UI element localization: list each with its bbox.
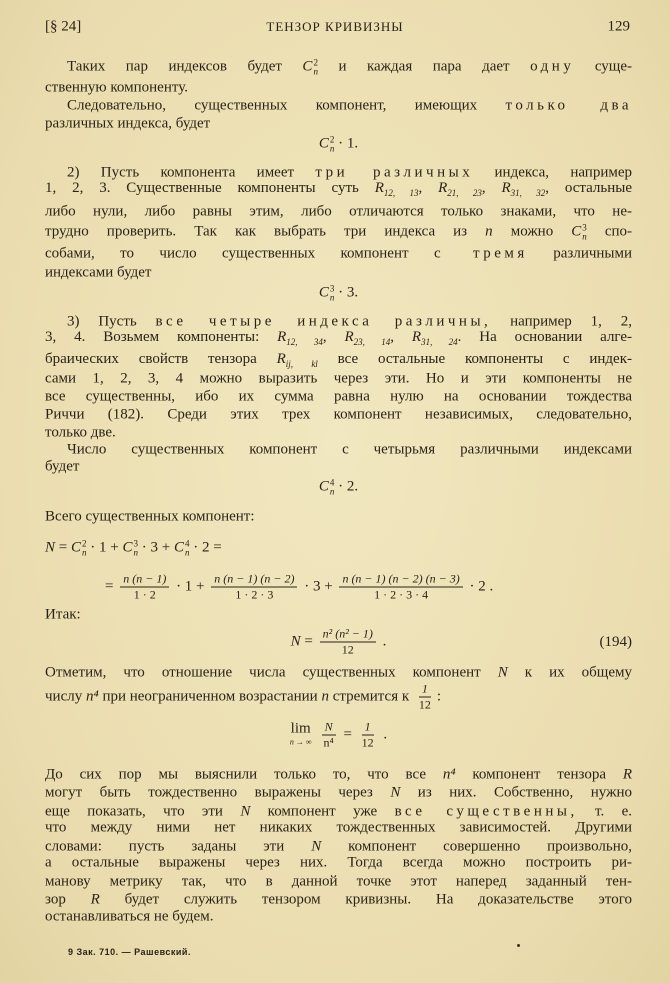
- chapter-title: ТЕНЗОР КРИВИЗНЫ: [266, 19, 404, 34]
- tensor-component: [438, 180, 482, 196]
- text-run: индексами будет: [45, 264, 152, 281]
- fraction: [211, 572, 297, 603]
- tensor-component: [375, 180, 419, 196]
- text-line: [45, 179, 632, 203]
- text-run: спо-: [586, 223, 633, 240]
- text-line: [45, 458, 632, 477]
- limit-label: lim: [290, 720, 311, 736]
- fraction-denominator: 12: [361, 735, 374, 750]
- text-run: Число существенных компонент с четырьмя различными индексами: [67, 441, 632, 458]
- fraction-numerator: n (n − 1) (n − 2): [211, 572, 297, 588]
- text-run: · 2 .: [465, 578, 494, 595]
- binomial-base: C: [571, 223, 582, 240]
- binomial-coefficient: [71, 540, 87, 556]
- text-run: Таких пар индексов будет: [67, 58, 303, 75]
- text-run: суще-: [574, 58, 632, 75]
- math-symbol: n⁴: [442, 766, 456, 783]
- fraction-numerator: 1: [362, 720, 374, 736]
- binomial-coefficient: [302, 59, 318, 75]
- text-run: · 3.: [334, 284, 359, 301]
- text-run: например 1, 2,: [491, 313, 632, 330]
- text-run: зор: [45, 891, 91, 908]
- text-run: ,: [481, 180, 502, 196]
- tensor-indices: ij, kl: [285, 359, 318, 369]
- binomial-coefficient: [319, 479, 335, 495]
- text-run: =: [105, 578, 118, 595]
- binomial-subscript: n: [582, 231, 587, 242]
- tensor-indices: 23, 14: [353, 337, 391, 347]
- fraction: [120, 572, 169, 603]
- fraction-denominator: 1 · 2: [133, 587, 156, 602]
- text-run: ,: [418, 180, 439, 196]
- text-line: [45, 203, 632, 222]
- limit-subscript: n → ∞: [289, 737, 312, 746]
- equation-number: (194): [599, 633, 632, 650]
- math-symbol: n: [485, 223, 493, 240]
- fraction-denominator: 12: [341, 642, 354, 657]
- text-run: манову метрику так, что в данной точке этот наперед заданный тен-: [45, 873, 632, 890]
- text-run: · 3 +: [300, 578, 337, 595]
- fraction-numerator: 1: [419, 682, 431, 698]
- tensor-base: R: [411, 329, 422, 345]
- math-symbol: n: [321, 688, 329, 705]
- tensor-indices: 21, 23: [447, 188, 482, 198]
- binomial-superscript: 3: [582, 222, 587, 233]
- text-run: различными: [527, 245, 633, 262]
- math-symbol: N: [390, 784, 401, 801]
- text-line: [45, 388, 632, 407]
- text-line: [45, 819, 632, 838]
- tensor-base: R: [277, 329, 287, 345]
- text-run: · 3 +: [137, 539, 174, 556]
- text-run: 3) Пусть: [67, 313, 156, 330]
- tensor-component: [277, 329, 323, 345]
- math-symbol: N: [290, 633, 301, 650]
- fraction: [339, 572, 462, 603]
- tensor-base: R: [438, 180, 448, 196]
- text-line: [45, 873, 632, 892]
- spaced-emphasis: с тремя: [433, 245, 528, 262]
- binomial-coefficient: [319, 285, 335, 301]
- text-run: 2) Пусть компонента имеет: [67, 164, 316, 181]
- text-run: компонент совершенно произвольно,: [321, 838, 632, 855]
- text-line: [45, 58, 632, 77]
- binomial-subscript: n: [184, 547, 190, 558]
- tensor-base: R: [276, 351, 286, 367]
- text-run: только две.: [45, 424, 116, 441]
- text-run: различных индекса, будет: [45, 115, 211, 132]
- text-run: Следовательно, существенных компонент, имеющих: [67, 97, 506, 114]
- text-run: .: [379, 726, 388, 743]
- fraction-denominator: n⁴: [323, 735, 334, 750]
- text-run: а остальные выражены через них. Тогда всегда можно построить ри-: [45, 854, 632, 871]
- text-run: к их общему: [507, 664, 632, 681]
- text-line: [45, 97, 632, 116]
- binomial-base: C: [173, 539, 184, 556]
- tensor-base: R: [501, 180, 511, 196]
- text-run: Итак:: [45, 606, 81, 623]
- text-run: =: [300, 633, 317, 650]
- tensor-base: R: [344, 329, 354, 345]
- fraction: [359, 720, 377, 751]
- text-line: [105, 572, 625, 603]
- text-line: [45, 135, 632, 154]
- text-run: · 1 +: [172, 578, 209, 595]
- binomial-subscript: n: [313, 66, 318, 77]
- spaced-emphasis: все четыре индекса различны,: [155, 313, 492, 330]
- binomial-superscript: 2: [82, 538, 87, 549]
- text-run: ,: [390, 329, 412, 345]
- text-run: · 2.: [334, 478, 359, 495]
- text-run: будет служить тензором кривизны. На доказательстве этого: [99, 891, 632, 908]
- fraction-denominator: 1 · 2 · 3: [235, 587, 274, 602]
- text-run: все существенны, ибо их сумма равна нулю на основании тождества: [45, 388, 632, 405]
- limit-operator: [290, 721, 312, 749]
- binomial-base: C: [318, 284, 329, 301]
- fraction-numerator: n² (n² − 1): [320, 627, 376, 643]
- text-line: [45, 539, 632, 558]
- text-run: останавливаться не будем.: [45, 908, 214, 925]
- text-run: , остальные: [545, 180, 633, 196]
- text-run: Отметим, что отношение числа существенных компонент: [45, 664, 498, 681]
- text-run: трудно проверить. Так как выбрать три индекса из: [45, 223, 486, 240]
- text-line: [45, 784, 632, 803]
- text-line: [45, 79, 632, 98]
- text-run: 3, 4. Возьмем компоненты:: [45, 329, 278, 345]
- tensor-indices: 31, 24: [421, 337, 458, 347]
- text-line: [45, 264, 632, 283]
- binomial-coefficient: [319, 136, 335, 152]
- text-run: :: [436, 688, 442, 705]
- text-run: =: [55, 539, 71, 556]
- text-line: [45, 720, 632, 751]
- text-run: словами: пусть заданы эти: [45, 838, 312, 855]
- text-run: при неограниченном возрастании: [98, 688, 322, 705]
- binomial-subscript: n: [329, 143, 335, 154]
- printer-signature: 9 Зак. 710. — Рашевский.: [68, 947, 191, 957]
- text-run: браических свойств тензора: [45, 351, 277, 367]
- spaced-emphasis: все существенны,: [394, 803, 578, 820]
- binomial-coefficient: [122, 540, 138, 556]
- text-run: ственную компоненту.: [45, 79, 188, 96]
- fraction: [320, 627, 376, 658]
- text-line: [45, 682, 632, 713]
- fraction-numerator: N: [322, 720, 336, 736]
- text-run: Всего существенных компонент:: [45, 508, 255, 525]
- text-run: числу: [45, 688, 86, 705]
- text-run: индекса, например: [473, 164, 633, 181]
- text-run: компонент уже: [250, 803, 395, 820]
- text-line: [45, 854, 632, 873]
- text-run: 1, 2, 3. Существенные компоненты суть: [45, 180, 375, 196]
- binomial-subscript: n: [329, 292, 335, 303]
- tensor-component: [277, 351, 318, 367]
- text-run: могут быть тождественно выражены через: [45, 784, 391, 801]
- fraction-denominator: 12: [418, 697, 431, 712]
- fraction: [321, 720, 337, 751]
- binomial-base: C: [318, 135, 329, 152]
- text-run: и каждая пара дает: [317, 58, 531, 75]
- text-run: сами 1, 2, 3, 4 можно выразить через эти. Но и эти компоненты не: [45, 370, 632, 387]
- tensor-indices: 31, 32: [510, 188, 546, 198]
- text-line: [45, 908, 632, 927]
- text-run: стремится к: [328, 688, 413, 705]
- math-symbol: n⁴: [85, 688, 99, 705]
- fraction: [416, 682, 434, 713]
- math-symbol: N: [311, 838, 322, 855]
- math-symbol: R: [90, 891, 100, 908]
- page-number: 129: [607, 18, 630, 35]
- math-symbol: N: [240, 803, 251, 820]
- binomial-base: C: [70, 539, 81, 556]
- binomial-superscript: 2: [313, 57, 318, 68]
- text-run: все остальные компоненты с индек-: [317, 351, 632, 367]
- binomial-subscript: n: [133, 547, 138, 558]
- text-run: либо нули, либо равны этим, либо отличаются только знаками, что не-: [45, 203, 632, 220]
- text-line: [45, 606, 632, 625]
- binomial-base: C: [318, 478, 329, 495]
- math-symbol: N: [497, 664, 508, 681]
- text-run: Риччи (182). Среди этих трех компонент независимых, следовательно,: [45, 406, 632, 423]
- tensor-component: [412, 329, 458, 345]
- text-line: [45, 664, 632, 683]
- section-label: [§ 24]: [45, 18, 82, 35]
- math-symbol: R: [622, 766, 632, 783]
- text-run: т. е.: [577, 803, 633, 820]
- spaced-emphasis: только два: [505, 97, 633, 114]
- text-run: · 1.: [334, 135, 359, 152]
- text-run: .: [378, 633, 387, 650]
- binomial-subscript: n: [329, 486, 335, 497]
- binomial-coefficient: [571, 224, 587, 240]
- spaced-emphasis: три различных: [315, 164, 474, 181]
- binomial-coefficient: [174, 540, 190, 556]
- fraction-denominator: 1 · 2 · 3 · 4: [374, 587, 429, 602]
- text-run: будет: [45, 458, 80, 475]
- spaced-emphasis: одну: [530, 58, 575, 75]
- text-run: собами, то число существенных компонент: [45, 245, 434, 262]
- fraction-numerator: n (n − 1) (n − 2) (n − 3): [339, 572, 462, 588]
- fraction-numerator: n (n − 1): [120, 572, 169, 588]
- binomial-subscript: n: [82, 547, 87, 558]
- binomial-superscript: 3: [133, 538, 138, 549]
- text-line: [45, 627, 632, 658]
- text-line: [45, 370, 632, 389]
- text-line: [45, 508, 632, 527]
- binomial-superscript: 2: [329, 134, 335, 145]
- tensor-indices: 12, 13: [383, 188, 419, 198]
- text-run: что между ними нет никаких тождественных зависимостей. Другими: [45, 819, 632, 836]
- text-run: =: [339, 726, 356, 743]
- text-line: [45, 406, 632, 425]
- text-line: [45, 328, 632, 352]
- binomial-superscript: 4: [329, 477, 335, 488]
- binomial-superscript: 4: [184, 538, 190, 549]
- text-run: компонент тензора: [455, 766, 623, 783]
- text-run: ,: [322, 329, 345, 345]
- binomial-base: C: [122, 539, 133, 556]
- text-line: [45, 223, 632, 242]
- text-run: До сих пор мы выяснили только то, что все: [45, 766, 443, 783]
- tensor-base: R: [374, 180, 384, 196]
- text-line: [45, 478, 632, 497]
- text-run: · 1 +: [86, 539, 123, 556]
- text-run: · 2 =: [189, 539, 222, 556]
- binomial-base: C: [302, 58, 313, 75]
- math-symbol: N: [45, 539, 56, 556]
- text-line: [45, 115, 632, 134]
- text-run: можно: [492, 223, 572, 240]
- tensor-indices: 12, 34: [286, 337, 323, 347]
- text-run: еще показать, что эти: [45, 803, 241, 820]
- ink-spot: [517, 944, 520, 947]
- text-line: [45, 284, 632, 303]
- binomial-superscript: 3: [329, 283, 335, 294]
- tensor-component: [501, 180, 545, 196]
- text-run: . На основании алге-: [457, 329, 633, 345]
- text-line: [45, 245, 632, 264]
- tensor-component: [345, 329, 391, 345]
- text-line: [45, 766, 632, 785]
- text-run: из них. Собственно, нужно: [400, 784, 632, 801]
